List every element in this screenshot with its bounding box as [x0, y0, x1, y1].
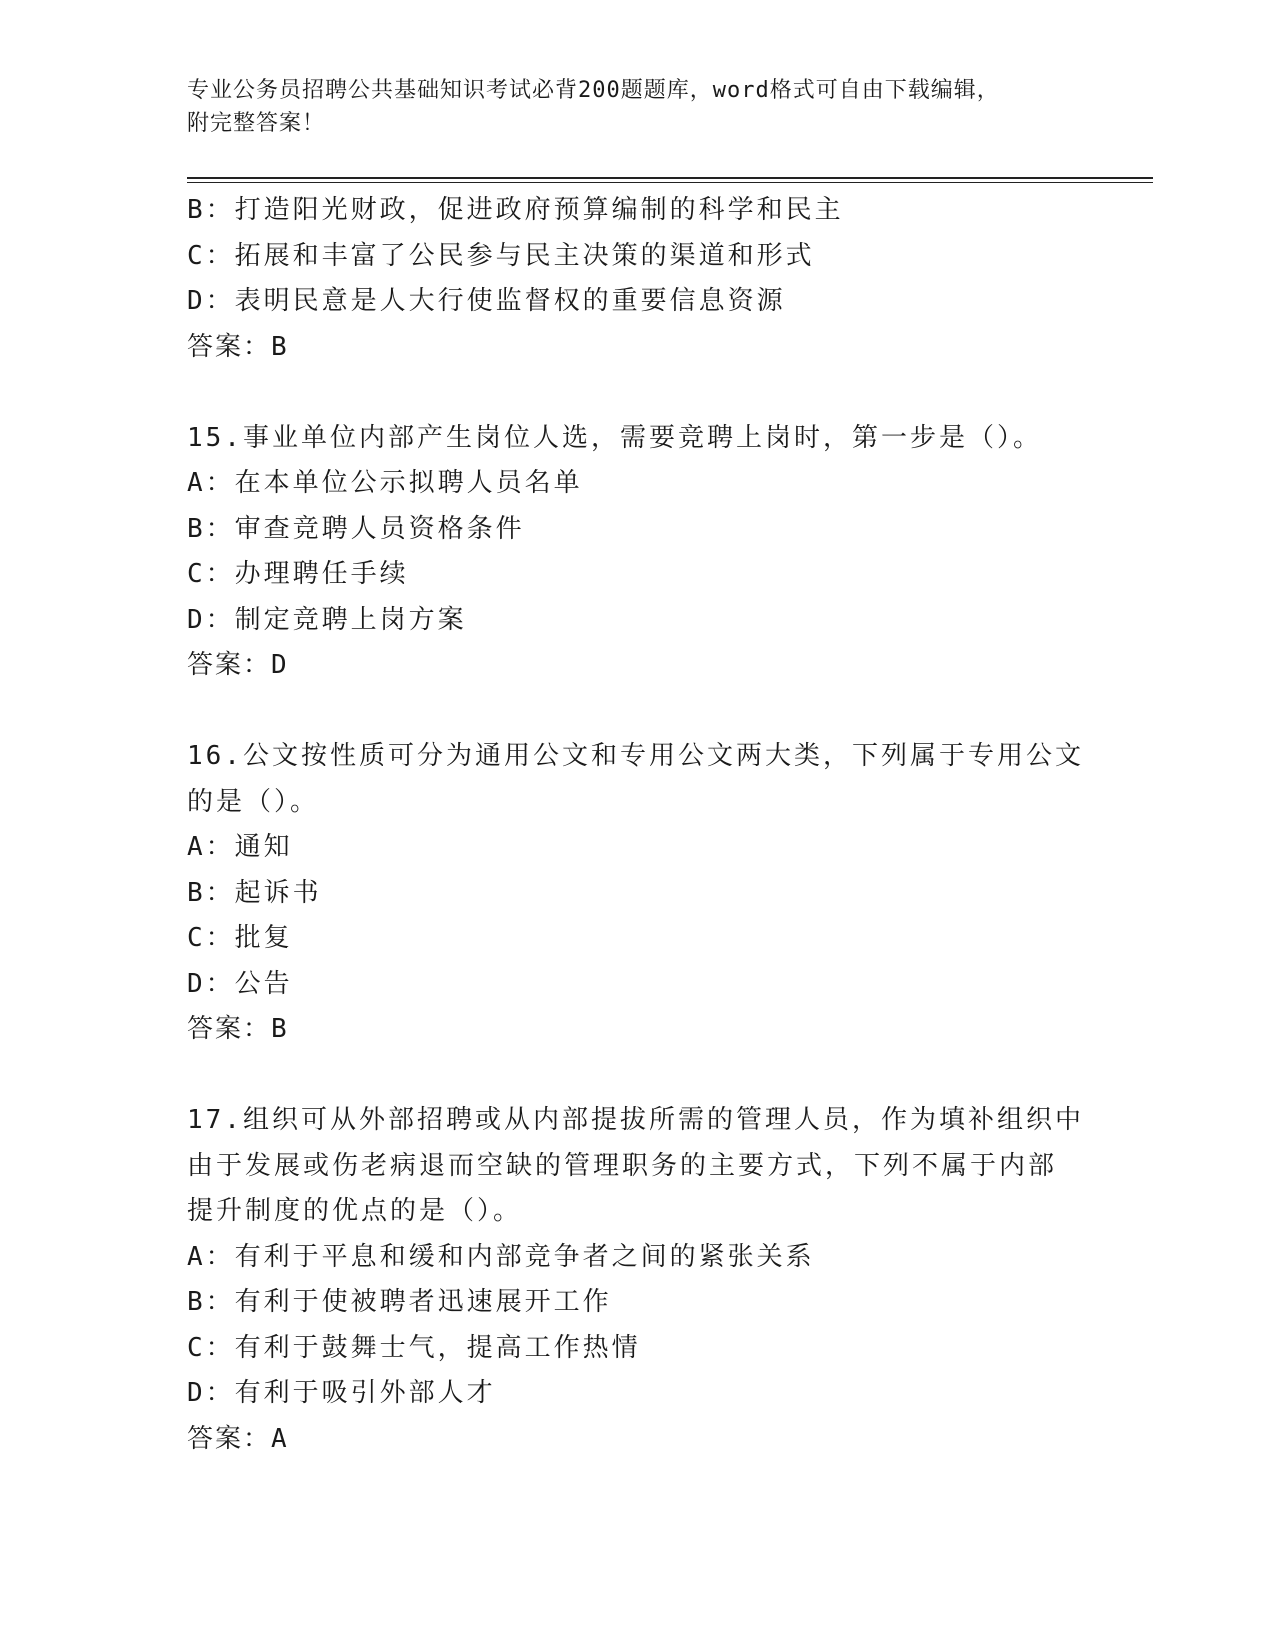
- option-c: C：拓展和丰富了公民参与民主决策的渠道和形式: [187, 240, 815, 271]
- answer-line: [187, 1417, 1087, 1463]
- question-list: [187, 188, 1087, 1462]
- question-block: [187, 416, 1087, 689]
- question-block: [187, 188, 1087, 370]
- question-stem: 15.事业单位内部产生岗位人选，需要竞聘上岗时，第一步是（）。: [187, 422, 1042, 453]
- answer-line: [187, 1007, 1087, 1053]
- answer-label: 答案：: [187, 1014, 272, 1044]
- option-c: C：有利于鼓舞士气，提高工作热情: [187, 1332, 641, 1363]
- option-a: A：通知: [187, 832, 293, 862]
- option-b: B：有利于使被聘者迅速展开工作: [187, 1287, 612, 1317]
- question-block: [187, 1098, 1087, 1462]
- question-stem: 16.公文按性质可分为通用公文和专用公文两大类，下列属于专用公文: [187, 741, 1084, 771]
- answer-value: B: [271, 1014, 287, 1044]
- option-a: A：在本单位公示拟聘人员名单: [187, 468, 583, 498]
- option-b: B：起诉书: [187, 877, 322, 908]
- option-b: B：打造阳光财政，促进政府预算编制的科学和民主: [187, 195, 844, 225]
- answer-line: [187, 325, 1087, 371]
- option-c: C：批复: [187, 923, 293, 953]
- question-stem: 17.组织可从外部招聘或从内部提拔所需的管理人员，作为填补组织中: [187, 1105, 1084, 1135]
- answer-label: 答案：: [187, 1423, 272, 1454]
- answer-label: 答案：: [187, 650, 272, 680]
- option-a: A：有利于平息和缓和内部竞争者之间的紧张关系: [187, 1241, 815, 1272]
- option-d: D：公告: [187, 968, 293, 999]
- question-stem: 提升制度的优点的是（）。: [187, 1196, 523, 1226]
- answer-value: B: [271, 331, 287, 362]
- question-stem: 由于发展或伤老病退而空缺的管理职务的主要方式，下列不属于内部: [187, 1150, 1058, 1181]
- answer-line: [187, 643, 1087, 689]
- answer-value: D: [271, 650, 287, 680]
- option-b: B：审查竞聘人员资格条件: [187, 513, 525, 544]
- option-d: D：有利于吸引外部人才: [187, 1378, 496, 1408]
- answer-value: A: [271, 1423, 287, 1454]
- option-d: D：制定竞聘上岗方案: [187, 604, 467, 635]
- option-d: D：表明民意是人大行使监督权的重要信息资源: [187, 286, 786, 316]
- option-c: C：办理聘任手续: [187, 559, 409, 589]
- header-divider: [187, 177, 1153, 179]
- question-stem: 的是（）。: [187, 786, 320, 817]
- header-title-line-1: 专业公务员招聘公共基础知识考试必背200题题库，word格式可自由下载编辑，: [187, 78, 1000, 103]
- question-block: [187, 734, 1087, 1053]
- header-divider-thin: [187, 182, 1153, 183]
- header-title-line-2: 附完整答案！: [187, 111, 326, 136]
- answer-label: 答案：: [187, 331, 272, 362]
- document-header: [187, 74, 1067, 140]
